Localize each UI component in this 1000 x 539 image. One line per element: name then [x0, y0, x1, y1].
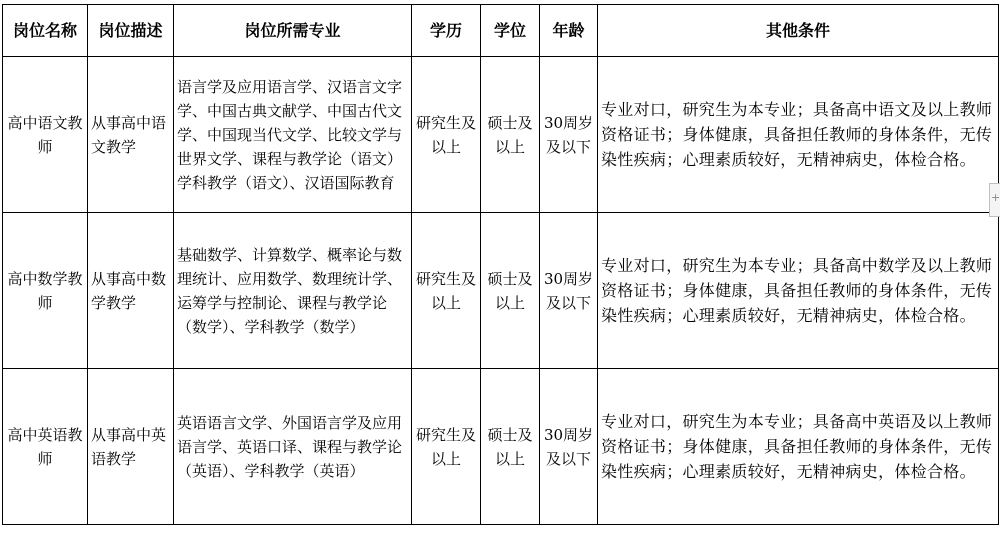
cell-age: 30周岁及以下: [540, 369, 598, 525]
header-education: 学历: [412, 5, 481, 57]
cell-other-conditions: 专业对口，研究生为本专业；具备高中英语及以上教师资格证书；身体健康，具备担任教师的身体条件，无传染性疾病；心理素质较好，无精神病史，体检合格。: [598, 369, 999, 525]
recruitment-table: [2, 4, 999, 525]
table-row: [3, 213, 999, 369]
cell-required-major: 英语语言文学、外国语言学及应用语言学、英语口译、课程与教学论（英语）、学科教学（英语）: [174, 369, 412, 525]
header-required-major: 岗位所需专业: [174, 5, 412, 57]
header-row: [3, 5, 999, 57]
cell-other-conditions: 专业对口，研究生为本专业；具备高中数学及以上教师资格证书；身体健康，具备担任教师的身体条件，无传染性疾病；心理素质较好，无精神病史，体检合格。: [598, 213, 999, 369]
plus-icon: +: [991, 191, 1000, 204]
cell-education: 研究生及以上: [412, 57, 481, 213]
cell-position-name: 高中语文教师: [3, 57, 88, 213]
cell-degree: 硕士及以上: [481, 213, 540, 369]
side-expand-handle[interactable]: [989, 183, 1000, 217]
header-other-conditions: 其他条件: [598, 5, 999, 57]
cell-age: 30周岁及以下: [540, 57, 598, 213]
cell-position-description: 从事高中英语教学: [88, 369, 174, 525]
cell-education: 研究生及以上: [412, 213, 481, 369]
table-row: [3, 57, 999, 213]
table-row: [3, 369, 999, 525]
cell-degree: 硕士及以上: [481, 369, 540, 525]
cell-position-name: 高中数学教师: [3, 213, 88, 369]
cell-education: 研究生及以上: [412, 369, 481, 525]
header-age: 年龄: [540, 5, 598, 57]
cell-required-major: 基础数学、计算数学、概率论与数理统计、应用数学、数理统计学、运筹学与控制论、课程与教学论（数学）、学科教学（数学）: [174, 213, 412, 369]
cell-position-name: 高中英语教师: [3, 369, 88, 525]
cell-age: 30周岁及以下: [540, 213, 598, 369]
header-position-description: 岗位描述: [88, 5, 174, 57]
cell-degree: 硕士及以上: [481, 57, 540, 213]
cell-other-conditions: 专业对口，研究生为本专业；具备高中语文及以上教师资格证书；身体健康，具备担任教师的身体条件，无传染性疾病；心理素质较好，无精神病史，体检合格。: [598, 57, 999, 213]
header-degree: 学位: [481, 5, 540, 57]
cell-required-major: 语言学及应用语言学、汉语言文字学、中国古典文献学、中国古代文学、中国现当代文学、比较文学与世界文学、课程与教学论（语文）学科教学（语文）、汉语国际教育: [174, 57, 412, 213]
header-position-name: 岗位名称: [3, 5, 88, 57]
cell-position-description: 从事高中数学教学: [88, 213, 174, 369]
cell-position-description: 从事高中语文教学: [88, 57, 174, 213]
